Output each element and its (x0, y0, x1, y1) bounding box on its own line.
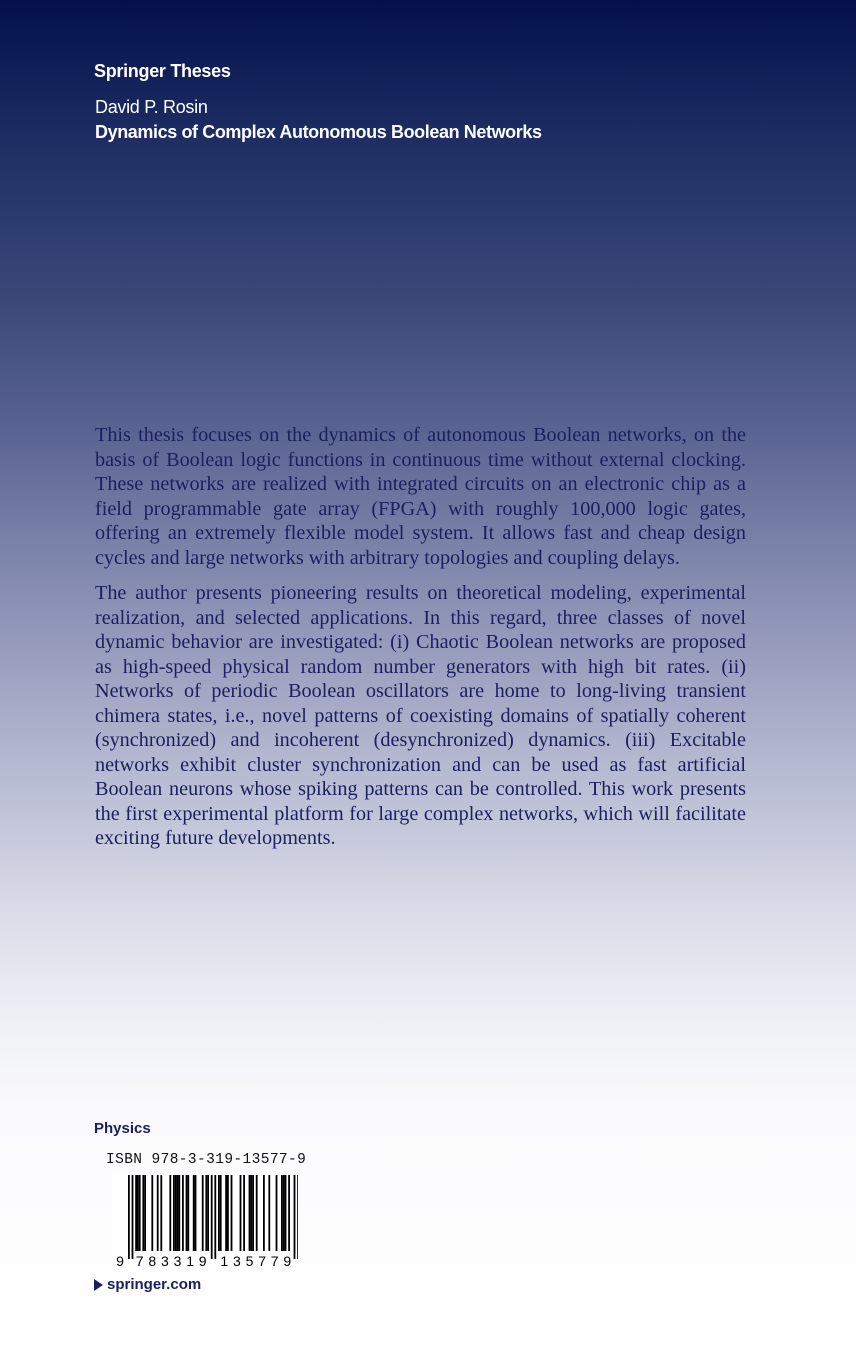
barcode-bar (142, 1175, 144, 1251)
barcode-bar (214, 1175, 216, 1259)
barcode-bar (220, 1175, 222, 1251)
barcode-bar (250, 1175, 252, 1251)
barcode-bar (227, 1175, 229, 1251)
barcode-digit: 7 (258, 1253, 266, 1269)
barcode-bar (252, 1175, 254, 1251)
barcode-bar (205, 1175, 207, 1251)
barcode-digit: 1 (220, 1253, 229, 1269)
isbn-label: ISBN 978-3-319-13577-9 (106, 1152, 307, 1168)
barcode-bar (256, 1175, 258, 1251)
barcode-bar (283, 1175, 285, 1251)
barcode-bar (157, 1175, 159, 1251)
barcode-bar (225, 1175, 227, 1251)
author-name: David P. Rosin (95, 97, 208, 117)
barcode-digit: 3 (233, 1253, 241, 1269)
blurb-paragraph: The author presents pioneering results on theoretical modeling, experimental realization, and selected applications. In this regard, three classes of novel dynamic behavior are investigated: (i) Chaotic Boolean networks are proposed as high-speed physical random number generators with high bit rates. (ii) Networks of periodic Boolean oscillators are home to long-living transient chimera states, i.e., novel patterns of coexisting domains of spatially coherent (synchronized) and incoherent (desynchronized) dynamics. (iii) Excitable networks exhibit cluster synchronization and can be used as fast artificial Boolean neurons whose spiking patterns can be controlled. This work presents the first experimental platform for large complex networks, which will facilitate exciting future developments. (95, 582, 746, 849)
barcode-bar (276, 1175, 278, 1251)
barcode-digit: 9 (283, 1253, 292, 1269)
barcode-bar (175, 1175, 177, 1251)
barcode-bar (151, 1175, 153, 1251)
barcode-bar (187, 1175, 189, 1251)
book-title: Dynamics of Complex Autonomous Boolean Networks (95, 122, 542, 142)
barcode-bar (132, 1175, 134, 1259)
barcode-bar (288, 1175, 290, 1251)
barcode-bar (218, 1175, 220, 1251)
subject-category: Physics (94, 1120, 151, 1137)
barcode-bar (182, 1175, 184, 1251)
barcode-bar (186, 1175, 188, 1251)
barcode-bar (177, 1175, 179, 1251)
barcode-bar (178, 1175, 180, 1251)
back-cover-blurb (95, 423, 746, 862)
barcode-bar (240, 1175, 242, 1251)
barcode-digit: 7 (270, 1253, 279, 1269)
barcode-digit: 3 (161, 1253, 169, 1269)
website-link[interactable] (94, 1276, 201, 1293)
series-name: Springer Theses (94, 61, 231, 81)
barcode-digit: 8 (148, 1253, 157, 1269)
barcode-bar (281, 1175, 283, 1251)
barcode-bar (285, 1175, 287, 1251)
barcode-bar (243, 1175, 245, 1251)
barcode-bar (211, 1175, 213, 1259)
isbn-barcode (112, 1173, 298, 1269)
barcode-bar (173, 1175, 175, 1251)
barcode-digit: 7 (135, 1253, 144, 1269)
barcode-digit: 9 (198, 1253, 207, 1269)
barcode-digit: 1 (186, 1253, 194, 1269)
website-label: springer.com (107, 1276, 202, 1293)
barcode-bar (169, 1175, 171, 1251)
triangle-arrow-icon (94, 1279, 103, 1291)
barcode-bar (268, 1175, 270, 1251)
barcode-bar (128, 1175, 130, 1259)
barcode-bar (202, 1175, 204, 1251)
barcode-bar (139, 1175, 141, 1251)
barcode-bar (231, 1175, 233, 1251)
barcode-bar (160, 1175, 162, 1251)
barcode-bar (263, 1175, 265, 1251)
blurb-paragraph: This thesis focuses on the dynamics of autonomous Boolean networks, on the basis of Boolean logic functions in continuous time without external clocking. These networks are realized with integrated circuits on an electronic chip as a field programmable gate array (FPGA) with roughly 100,000 logic gates, offering an extremely flexible model system. It allows fast and cheap design cycles and large networks with arbitrary topologies and coupling delays. (95, 424, 746, 569)
barcode-digit: 3 (173, 1253, 182, 1269)
barcode-bar (193, 1175, 195, 1251)
barcode-bar (135, 1175, 137, 1251)
barcode-digit: 9 (116, 1253, 124, 1269)
barcode-bar (297, 1175, 298, 1259)
barcode-digit: 5 (245, 1253, 254, 1269)
barcode-bar (207, 1175, 209, 1251)
barcode-bar (144, 1175, 146, 1251)
barcode-bar (137, 1175, 139, 1251)
barcode-bar (195, 1175, 197, 1251)
barcode-bar (249, 1175, 251, 1251)
barcode-bar (294, 1175, 296, 1259)
